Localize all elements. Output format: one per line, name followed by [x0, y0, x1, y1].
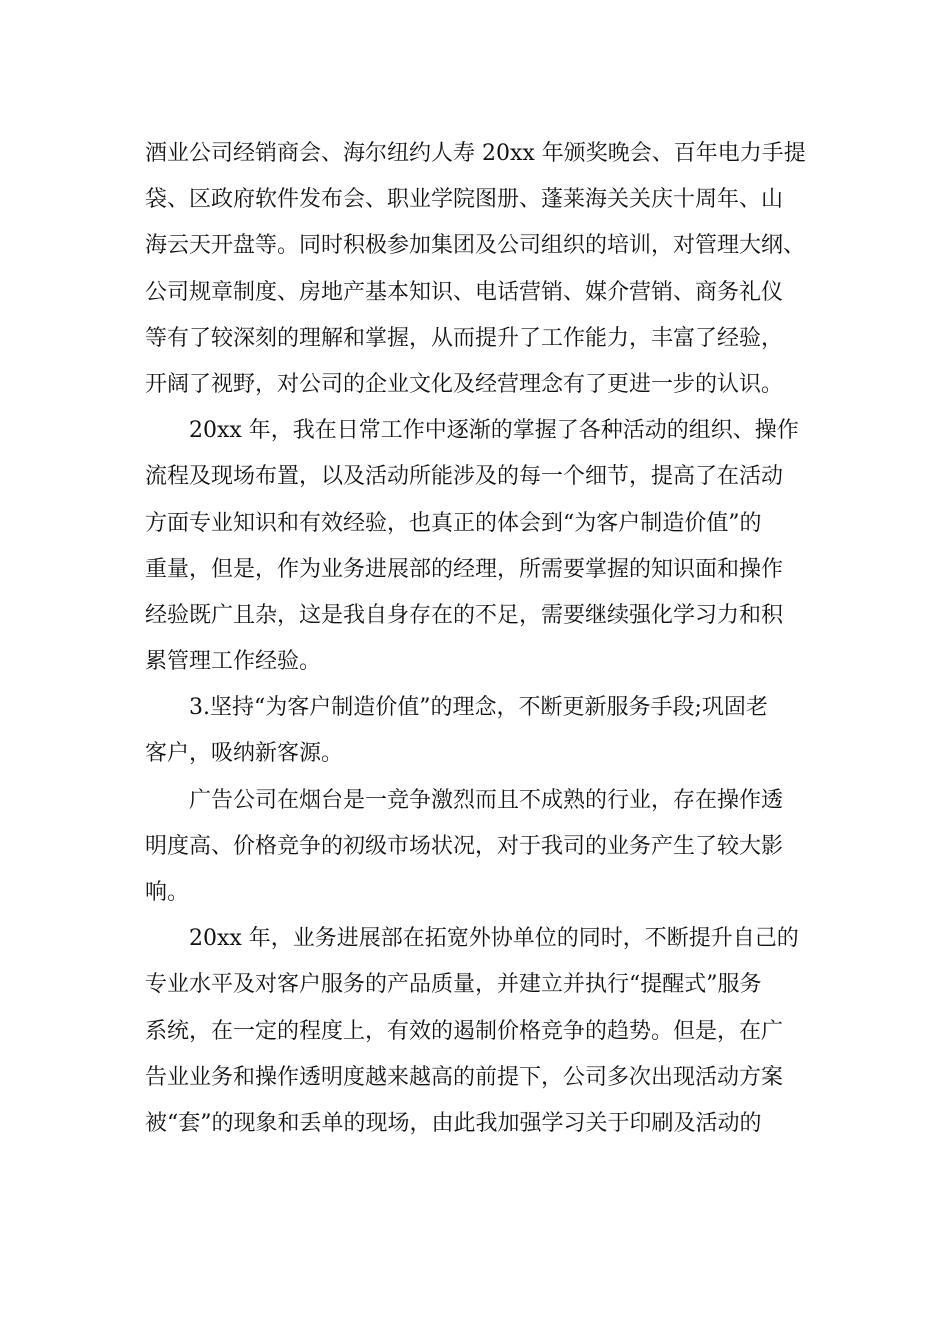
text-line: 响。: [145, 880, 190, 905]
text-line: 3.坚持“为客户制造价值”的理念，不断更新服务手段;巩固老: [189, 695, 768, 721]
text-line: 袋、区政府软件发布会、职业学院图册、蓬莱海关关庆十周年、山: [145, 187, 784, 213]
text-line: 海云天开盘等。同时积极参加集团及公司组织的培训，对管理大纲、: [145, 233, 806, 259]
text-line: 流程及现场布置，以及活动所能涉及的每一个细节，提高了在活动: [145, 464, 784, 490]
text-line: 告业业务和操作透明度越来越高的前提下，公司多次出现活动方案: [145, 1064, 784, 1090]
paragraph: [145, 685, 825, 777]
text-line: 被“套”的现象和丢单的现场，由此我加强学习关于印刷及活动的: [145, 1110, 762, 1136]
text-line: 客户，吸纳新客源。: [145, 741, 344, 767]
text-line: 累管理工作经验。: [145, 649, 322, 675]
text-line: 广告公司在烟台是一竞争激烈而且不成熟的行业，存在操作透: [189, 787, 784, 813]
text-line: 公司规章制度、房地产基本知识、电话营销、媒介营销、商务礼仪: [145, 279, 784, 305]
text-line: 明度高、价格竞争的初级市场状况，对于我司的业务产生了较大影: [145, 833, 784, 859]
text-line: 系统，在一定的程度上，有效的遏制价格竞争的趋势。但是，在广: [145, 1018, 784, 1044]
text-line: 专业水平及对客户服务的产品质量，并建立并执行“提醒式”服务: [145, 972, 762, 998]
text-line: 20xx 年，业务进展部在拓宽外协单位的同时，不断提升自己的: [189, 926, 799, 952]
text-line: 重量，但是，作为业务进展部的经理，所需要掌握的知识面和操作: [145, 556, 784, 582]
text-line: 酒业公司经销商会、海尔纽约人寿 20xx 年颁奖晚会、百年电力手提: [145, 141, 806, 166]
text-line: 20xx 年，我在日常工作中逐渐的掌握了各种活动的组织、操作: [189, 418, 799, 444]
text-line: 等有了较深刻的理解和掌握，从而提升了工作能力，丰富了经验，: [145, 325, 784, 351]
paragraph: [145, 778, 825, 917]
paragraph: [145, 408, 825, 685]
paragraph: [145, 131, 825, 408]
text-line: 方面专业知识和有效经验，也真正的体会到“为客户制造价值”的: [145, 510, 762, 536]
text-line: 经验既广且杂，这是我自身存在的不足，需要继续强化学习力和积: [145, 602, 784, 628]
paragraph: [145, 916, 825, 1147]
document-body: [145, 131, 825, 1147]
text-line: 开阔了视野，对公司的企业文化及经营理念有了更进一步的认识。: [145, 371, 784, 397]
